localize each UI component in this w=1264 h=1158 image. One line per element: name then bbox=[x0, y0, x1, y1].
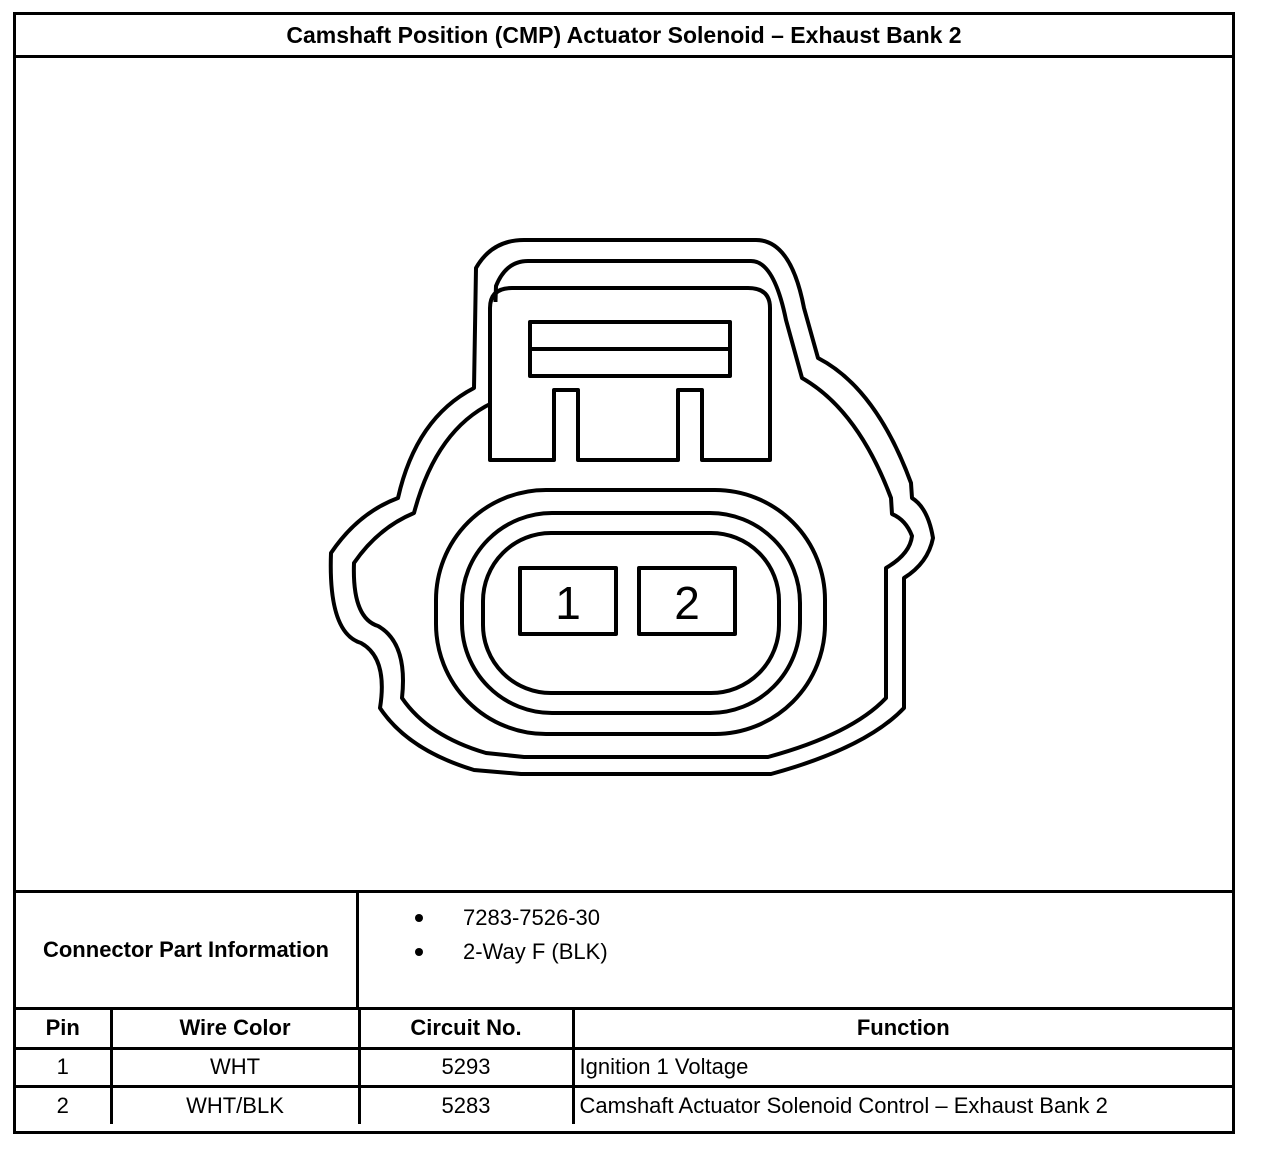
cell-function: Camshaft Actuator Solenoid Control – Exhaust Bank 2 bbox=[573, 1086, 1232, 1124]
cell-circuit: 5293 bbox=[359, 1048, 573, 1086]
connector-part-info bbox=[16, 890, 1232, 1010]
cell-wire-color: WHT bbox=[111, 1048, 359, 1086]
pin-label-2: 2 bbox=[674, 577, 700, 629]
page-title: Camshaft Position (CMP) Actuator Solenoid – Exhaust Bank 2 bbox=[16, 15, 1232, 58]
mating-face-outer bbox=[436, 490, 825, 734]
cell-function: Ignition 1 Voltage bbox=[573, 1048, 1232, 1086]
cell-circuit: 5283 bbox=[359, 1086, 573, 1124]
connector-diagram bbox=[16, 58, 1232, 890]
header-function: Function bbox=[573, 1010, 1232, 1048]
connector-sheet bbox=[13, 12, 1235, 1134]
table-row bbox=[16, 1048, 1232, 1086]
bullet-icon bbox=[415, 914, 423, 922]
part-info-list: 7283-7526-30 2-Way F (BLK) bbox=[359, 893, 1232, 1007]
header-circuit-no: Circuit No. bbox=[359, 1010, 573, 1048]
cell-pin: 1 bbox=[16, 1048, 111, 1086]
cell-pin: 2 bbox=[16, 1086, 111, 1124]
part-info-label: Connector Part Information bbox=[16, 893, 359, 1007]
connector-face-drawing bbox=[16, 58, 1232, 890]
table-header-row bbox=[16, 1010, 1232, 1048]
cell-wire-color: WHT/BLK bbox=[111, 1086, 359, 1124]
header-wire-color: Wire Color bbox=[111, 1010, 359, 1048]
table-row bbox=[16, 1086, 1232, 1124]
pin-label-1: 1 bbox=[555, 577, 581, 629]
header-pin: Pin bbox=[16, 1010, 111, 1048]
bullet-icon bbox=[415, 948, 423, 956]
pin-table bbox=[16, 1010, 1232, 1124]
